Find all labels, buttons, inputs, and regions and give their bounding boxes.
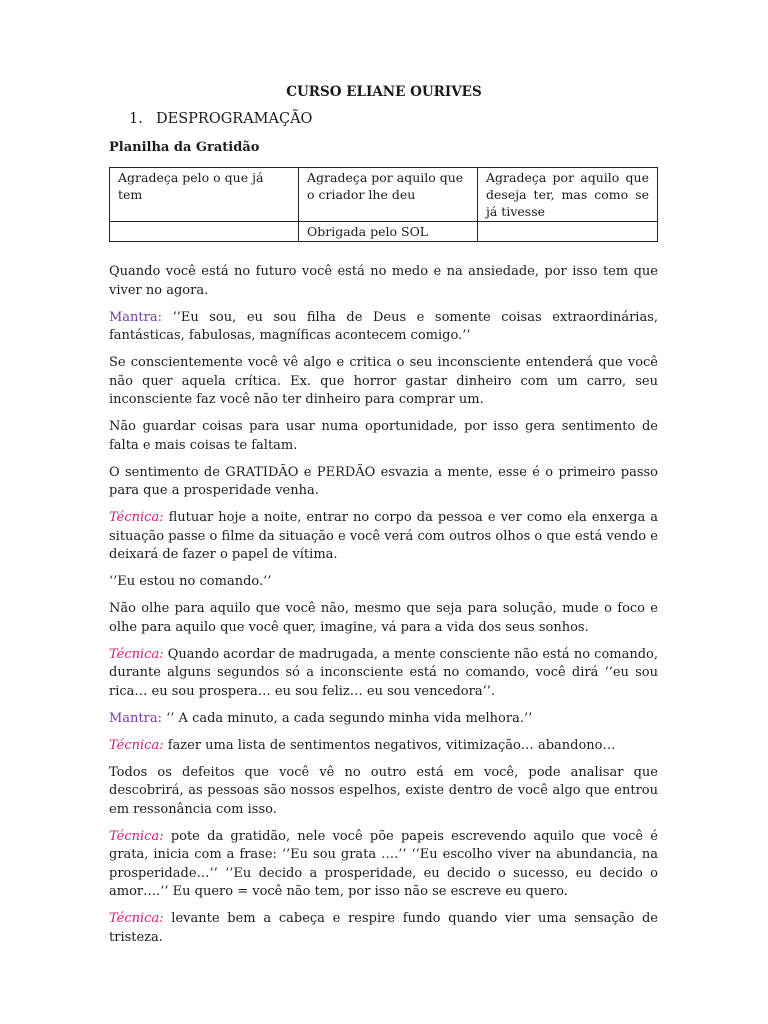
paragraph xyxy=(109,600,658,637)
paragraph-text: Não olhe para aquilo que você não, mesmo que seja para solução, mude o foco e olhe para aquilo que você quer, imagine, vá para a vida dos seus sonhos. xyxy=(109,601,658,635)
paragraph-text: ‘’Eu estou no comando.’’ xyxy=(109,574,272,589)
paragraph-text: O sentimento de GRATIDÃO e PERDÃO esvazia a mente, esse é o primeiro passo para que a prosperidade venha. xyxy=(109,464,658,498)
paragraph xyxy=(109,910,658,947)
paragraph-text: Quando você está no futuro você está no medo e na ansiedade, por isso tem que viver no agora. xyxy=(109,264,658,298)
paragraph xyxy=(109,737,658,756)
paragraph-text: ‘’ A cada minuto, a cada segundo minha vida melhora.’’ xyxy=(162,710,533,726)
paragraph-text: Todos os defeitos que você vê no outro está em você, pode analisar que descobrirá, as pessoas são nossos espelhos, existe dentro de você algo que entrou em ressonância com isso. xyxy=(109,764,658,817)
section-number: 1. xyxy=(129,111,143,127)
tecnica-label: Técnica: xyxy=(109,737,164,753)
paragraph xyxy=(109,764,658,820)
paragraph xyxy=(109,418,658,455)
section-heading xyxy=(129,111,312,127)
document-title: CURSO ELIANE OURIVES xyxy=(286,84,482,100)
table-cell: Obrigada pelo SOL xyxy=(299,222,478,242)
paragraph xyxy=(109,309,658,346)
table-header-cell: Agradeça por aquilo que o criador lhe deu xyxy=(299,168,478,222)
paragraph-text: flutuar hoje a noite, entrar no corpo da pessoa e ver como ela enxerga a situação passe o filme da situação e você verá com outros olhos o que está vendo e deixará de fazer o papel de vítima. xyxy=(109,510,658,562)
tecnica-label: Técnica: xyxy=(109,911,164,926)
paragraph xyxy=(109,354,658,410)
table-header-row xyxy=(110,168,658,222)
table-cell xyxy=(478,222,658,242)
gratitude-table xyxy=(109,167,658,242)
paragraph-text: Se conscientemente você vê algo e critica o seu inconsciente entenderá que você não quer aquela crítica. Ex. que horror gastar dinheiro com um carro, seu inconsciente faz você não ter dinheiro para comprar um. xyxy=(109,355,658,407)
paragraph-text: Não guardar coisas para usar numa oportunidade, por isso gera sentimento de falta e mais coisas te faltam. xyxy=(109,419,658,453)
paragraph-text: levante bem a cabeça e respire fundo quando vier uma sensação de tristeza. xyxy=(109,911,658,945)
mantra-label: Mantra: xyxy=(109,309,163,325)
paragraph xyxy=(109,464,658,501)
tecnica-label: Técnica: xyxy=(109,510,164,525)
table-cell xyxy=(110,222,299,242)
table-row xyxy=(110,222,658,242)
paragraph xyxy=(109,710,658,729)
paragraph-text: ‘’Eu sou, eu sou filha de Deus e somente coisas extraordinárias, fantásticas, fabulosas, magníficas acontecem comigo.’’ xyxy=(109,309,658,343)
table-header-cell: Agradeça pelo o que já tem xyxy=(110,168,299,222)
section-label: DESPROGRAMAÇÃO xyxy=(156,111,313,127)
paragraph-text: Quando acordar de madrugada, a mente consciente não está no comando, durante alguns segundos só a inconsciente está no comando, você dirá ‘’eu sou rica… eu sou prospera… eu sou feliz… eu sou vencedora’’. xyxy=(109,646,658,699)
paragraph-text: pote da gratidão, nele você põe papeis escrevendo aquilo que você é grata, inicia com a frase: ‘’Eu sou grata ….’’ ‘’Eu escolho viver na abundancia, na prosperidade…’’ ‘’Eu decido a prosperidade, eu decido o sucesso, eu decido o amor….’’ Eu quero = você não tem, por isso não se escreve eu quero. xyxy=(109,828,658,899)
paragraph xyxy=(109,263,658,300)
paragraph xyxy=(109,646,658,702)
tecnica-label: Técnica: xyxy=(109,828,164,844)
table-header-cell: Agradeça por aquilo que deseja ter, mas como se já tivesse xyxy=(478,168,658,222)
paragraph xyxy=(109,573,658,592)
document-body xyxy=(109,263,658,956)
paragraph xyxy=(109,828,658,902)
worksheet-subtitle: Planilha da Gratidão xyxy=(109,140,260,155)
mantra-label: Mantra: xyxy=(109,710,163,726)
paragraph-text: fazer uma lista de sentimentos negativos, vitimização… abandono… xyxy=(163,737,616,753)
tecnica-label: Técnica: xyxy=(109,646,164,662)
paragraph xyxy=(109,509,658,565)
